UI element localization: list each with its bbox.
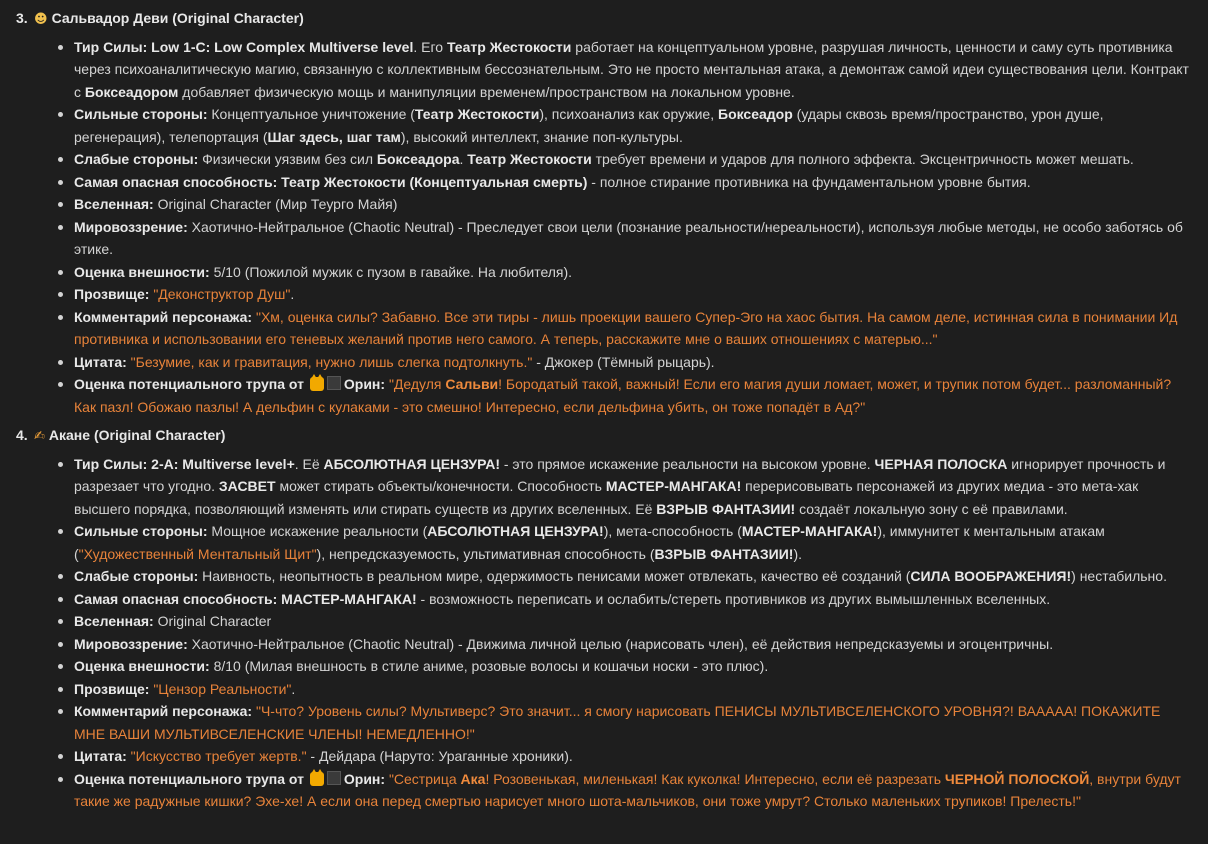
list-item (0, 520, 1208, 565)
text: Мощное искажение реальности ( (207, 523, 428, 539)
text: . Его (413, 38, 447, 55)
character-heading (0, 424, 1208, 447)
text: может стирать объекты/конечности. Способность (275, 478, 606, 494)
text: перерисовывать персонажей из других медиа - это мета-хак высшего порядка, позволяющий изменять или стирать существ из других вселенных. Её (74, 478, 1139, 517)
bold-text: МАСТЕР-МАНГАКА! (605, 478, 742, 494)
text: - Джокер (Тёмный рыцарь). (532, 353, 715, 370)
black-square-icon (327, 771, 341, 785)
character-entry (0, 7, 1208, 418)
bold-text: Театр Жестокости (467, 151, 592, 167)
text: Концептуальное уничтожение ( (207, 106, 415, 122)
bold-text: Сильные стороны: (74, 106, 208, 122)
bold-text: Вселенная: (74, 196, 154, 212)
bold-text: Слабые стороны: (74, 568, 199, 584)
bold-text: СИЛА ВООБРАЖЕНИЯ! (910, 568, 1072, 584)
bold-text: Самая опасная способность: МАСТЕР-МАНГАКА! (74, 590, 417, 607)
text: ), психоанализ как оружие, (539, 106, 718, 122)
text: Хаотично-Нейтральное (Chaotic Neutral) - Движима личной целью (нарисовать член), её действия непредсказуемы и эгоцентричны. (187, 635, 1054, 652)
text: Original Character (153, 613, 272, 629)
list-item (0, 768, 1208, 813)
text: ), иммунитет к ментальным атакам ( (74, 523, 1105, 562)
quoted-bold-text: Ака (460, 770, 486, 787)
bold-text: Театр Жестокости (414, 106, 540, 122)
bold-text: Орин: (343, 376, 386, 392)
text: требует времени и ударов для полного эффекта. Эксцентричность может мешать. (591, 151, 1134, 167)
text: 8/10 (Милая внешность в стиле аниме, розовые волосы и кошачьи носки - это плюс). (209, 658, 769, 674)
list-item (0, 745, 1208, 768)
quoted-bold-text: ЧЕРНОЙ ПОЛОСКОЙ (944, 770, 1090, 787)
text: 5/10 (Пожилой мужик с пузом в гавайке. На любителя). (209, 263, 573, 280)
character-entry (0, 424, 1208, 813)
bold-text: Оценка потенциального трупа от (74, 376, 308, 392)
bold-text: Прозвище: (74, 680, 150, 697)
list-number: 4. (16, 427, 28, 443)
bold-text: ВЗРЫВ ФАНТАЗИИ! (654, 545, 794, 562)
text: ), высокий интеллект, знание поп-культуры. (400, 128, 683, 145)
bold-text: Самая опасная способность: Театр Жестокости (Концептуальная смерть) (74, 173, 588, 190)
text: . (459, 151, 468, 167)
bold-text: МАСТЕР-МАНГАКА! (741, 523, 878, 539)
quoted-text: "Ч-что? Уровень силы? Мультиверс? Это значит... я смогу нарисовать ПЕНИСЫ МУЛЬТИВСЕЛЕНСКОГО УРОВНЯ?! ВААААА! ПОКАЖИТЕ МНЕ ВАШИ МУЛЬТИВСЕЛЕНСКИЕ ЧЛЕНЫ! НЕМЕДЛЕННО!" (74, 703, 1161, 742)
bold-text: Боксеадора (376, 151, 460, 167)
list-item (0, 700, 1208, 745)
quoted-text: "Безумие, как и гравитация, нужно лишь слегка подтолкнуть." (130, 353, 533, 370)
list-item (0, 351, 1208, 374)
text: создаёт локальную зону с её правилами. (795, 500, 1068, 517)
bold-text: Вселенная: (74, 613, 154, 629)
text: Физически уязвим без сил (198, 151, 377, 167)
list-item (0, 610, 1208, 633)
text: Хаотично-Нейтральное (Chaotic Neutral) - Преследует свои цели (познание реальности/нереальности), используя любые методы, не особо заботясь об этике. (74, 218, 1183, 257)
bold-text: Оценка внешности: (74, 658, 210, 674)
list-item (0, 216, 1208, 261)
bold-text: Оценка потенциального трупа от (74, 770, 308, 787)
bold-text: Боксеадором (84, 83, 179, 100)
quoted-text: "Деконструктор Душ" (153, 286, 291, 302)
bold-text: Слабые стороны: (74, 151, 199, 167)
quoted-text: "Искусство требует жертв." (130, 748, 307, 764)
character-properties-list (0, 36, 1208, 419)
cat-icon (310, 772, 324, 786)
bold-text: Мировоззрение: (74, 218, 188, 235)
bold-text: Орин: (343, 770, 386, 787)
character-properties-list (0, 453, 1208, 813)
bold-text: АБСОЛЮТНАЯ ЦЕНЗУРА! (427, 523, 604, 539)
bold-text: Оценка внешности: (74, 263, 210, 280)
black-square-icon (327, 376, 341, 390)
bold-text: Комментарий персонажа: (74, 308, 253, 325)
text: ). (793, 545, 802, 562)
bold-text: Прозвище: (74, 286, 150, 302)
bold-text: ЧЕРНАЯ ПОЛОСКА (874, 455, 1008, 472)
character-name: Сальвадор Деви (Original Character) (51, 10, 304, 26)
bold-text: Тир Силы: 2-A: Multiverse level+ (74, 455, 295, 472)
text: добавляет физическую мощь и манипуляции временем/пространством на локальном уровне. (178, 83, 795, 100)
bold-text: АБСОЛЮТНАЯ ЦЕНЗУРА! (323, 455, 500, 472)
text: - Дейдара (Наруто: Ураганные хроники). (306, 748, 573, 764)
list-item (0, 171, 1208, 194)
list-item (0, 148, 1208, 171)
text: Original Character (Мир Теургo Майя) (153, 196, 398, 212)
text: ), мета-способность ( (603, 523, 742, 539)
list-item (0, 283, 1208, 306)
list-item (0, 103, 1208, 148)
bold-text: Театр Жестокости (446, 38, 572, 55)
list-item (0, 588, 1208, 611)
character-heading (0, 7, 1208, 30)
text: ) нестабильно. (1071, 568, 1167, 584)
writing-hand-icon: ✍ (34, 429, 45, 444)
grinning-face-icon: ☻ (34, 12, 48, 27)
bold-text: Шаг здесь, шаг там (267, 128, 401, 145)
bold-text: Цитата: (74, 748, 127, 764)
quoted-bold-text: Сальви (445, 376, 499, 392)
text: . (290, 286, 295, 302)
character-name: Акане (Original Character) (48, 427, 226, 443)
list-number: 3. (16, 10, 28, 26)
quoted-text: ! Розовенькая, миленькая! Как куколка! Интересно, если её разрезать (485, 770, 945, 787)
list-item (0, 36, 1208, 104)
text: ), непредсказуемость, ультимативная способность ( (316, 545, 655, 562)
bold-text: Тир Силы: Low 1-C: Low Complex Multiverse level (74, 38, 414, 55)
bold-text: ЗАСВЕТ (218, 478, 276, 494)
bold-text: Мировоззрение: (74, 635, 188, 652)
text: (удары сквозь время/пространство, урон душе, регенерация), телепортация ( (74, 106, 1104, 145)
quoted-text: "Дедуля (388, 376, 446, 392)
list-item (0, 678, 1208, 701)
bold-text: Комментарий персонажа: (74, 703, 253, 719)
list-item (0, 306, 1208, 351)
list-item (0, 193, 1208, 216)
bold-text: ВЗРЫВ ФАНТАЗИИ! (656, 500, 796, 517)
quoted-text: "Хм, оценка силы? Забавно. Все эти тиры - лишь проекции вашего Супер-Эго на хаос бытия. На самом деле, истинная сила в понимании Ид противника и использовании его теневых желаний против него самого. А теперь, расскажите мне о ваших отношениях с матерью..." (74, 308, 1178, 347)
list-item (0, 453, 1208, 521)
quoted-text: , внутри будут такие же радужные кишки? Эхе-хе! А если она перед смертью нарисует много шота-мальчиков, они тоже умрут? Столько маленьких трупиков! Прелесть!" (74, 770, 1181, 809)
text: . (291, 680, 296, 697)
text: Наивность, неопытность в реальном мире, одержимость пенисами может отвлекать, качество её созданий ( (198, 568, 911, 584)
quoted-text: "Художественный Ментальный Щит" (78, 545, 317, 562)
bold-text: Сильные стороны: (74, 523, 208, 539)
text: игнорирует прочность и разрезает что угодно. (74, 455, 1166, 494)
list-item (0, 261, 1208, 284)
text: - это прямое искажение реальности на высоком уровне. (499, 455, 875, 472)
quoted-text: "Сестрица (388, 770, 461, 787)
bold-text: Боксеадор (718, 106, 793, 122)
list-item (0, 655, 1208, 678)
list-item (0, 565, 1208, 588)
quoted-text: "Цензор Реальности" (153, 680, 292, 697)
cat-icon (310, 377, 324, 391)
bold-text: Цитата: (74, 353, 127, 370)
list-item (0, 373, 1208, 418)
list-item (0, 633, 1208, 656)
chat-message-content (0, 7, 1208, 819)
quoted-text: ! Бородатый такой, важный! Если его магия души ломает, может, и трупик потом будет... разломанный? Как пазл! Обожаю пазлы! А дельфин с кулаками - это смешно! Интересно, если дельфина убить, он тоже попадёт в Ад?" (74, 376, 1172, 415)
text: работает на концептуальном уровне, разрушая личность, ценности и саму суть противника через психоаналитическую магию, связанную с коллективным бессознательным. Это не просто ментальная атака, а демонтаж самой идеи существования цели. Контракт с (74, 38, 1189, 100)
text: - полное стирание противника на фундаментальном уровне бытия. (587, 173, 1031, 190)
text: - возможность переписать и ослабить/стереть противников из других вымышленных вселенных. (416, 590, 1051, 607)
text: . Её (294, 455, 324, 472)
